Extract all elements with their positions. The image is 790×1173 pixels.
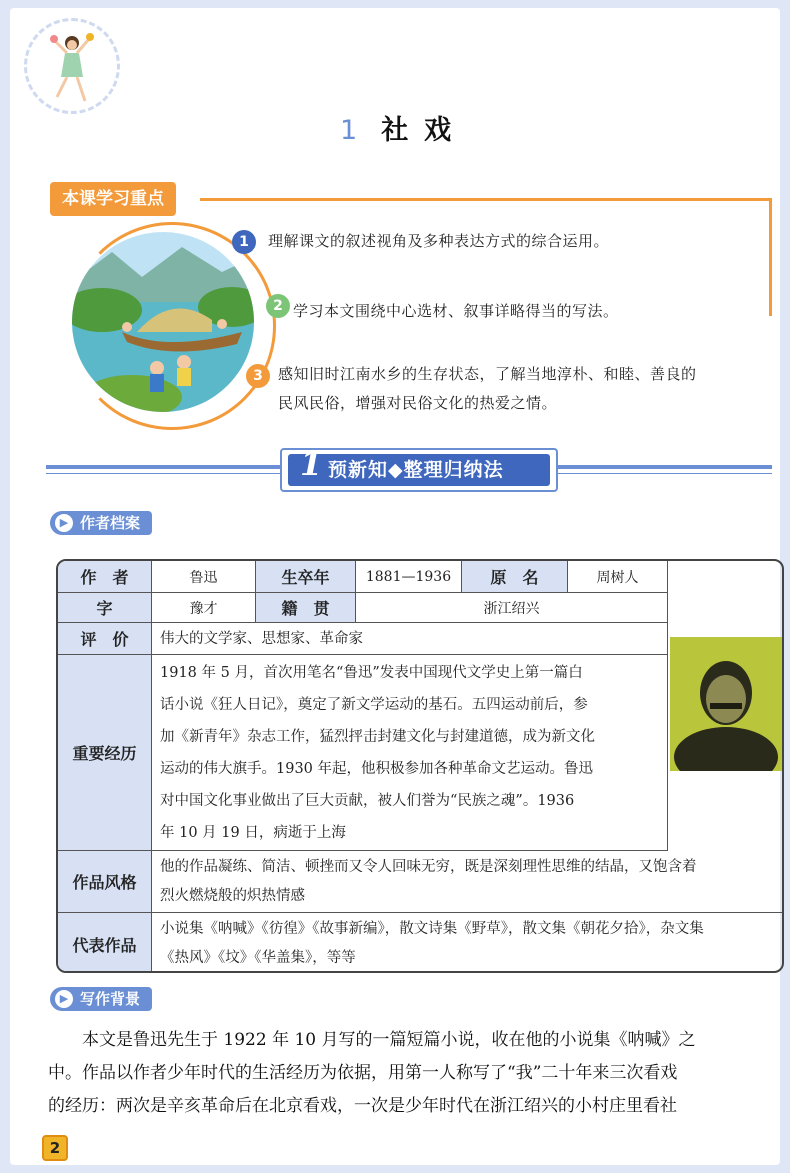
key-point-1-text: 理解课文的叙述视角及多种表达方式的综合运用。 [268,232,610,250]
writing-background-tag-label: 写作背景 [80,990,141,1008]
key-point-2-number: 2 [266,294,290,318]
label-zi: 字 [58,593,152,623]
value-style [152,851,784,913]
lesson-number: 1 [340,115,360,146]
writing-background-text [48,1024,788,1123]
works-line: 《热风》《坟》《华盖集》，等等 [160,950,356,966]
label-experience: 重要经历 [58,655,152,851]
experience-line: 运动的伟大旗手。1930 年起，他积极参加各种革命文艺运动。鲁迅 [160,761,594,777]
banner-rule-right-thin [558,473,772,474]
label-author: 作 者 [58,561,152,593]
boat-scene-illustration [72,232,254,412]
key-points-border-top [200,198,772,201]
value-author: 鲁迅 [152,561,256,593]
label-original-name: 原 名 [462,561,568,593]
value-experience [152,655,668,851]
girl-illustration [24,18,120,114]
page-number: 2 [42,1135,68,1161]
banner-rule-right [558,465,772,469]
experience-line: 1918 年 5 月，首次用笔名“鲁迅”发表中国现代文学史上第一篇白 [160,665,583,681]
value-works [152,913,784,973]
experience-line: 加《新青年》杂志工作，猛烈抨击封建文化与封建道德，成为新文化 [160,729,595,745]
key-point-1-number: 1 [232,230,256,254]
key-point-3-number: 3 [246,364,270,388]
section-banner-text: 预新知◆整理归纳法 [328,459,504,481]
background-line: 的经历：两次是辛亥革命后在北京看戏，一次是少年时代在浙江绍兴的小村庄里看社 [48,1096,677,1116]
label-works: 代表作品 [58,913,152,973]
play-icon: ▶ [55,990,73,1008]
section-banner [280,445,558,492]
author-profile-table [56,559,784,973]
works-line: 小说集《呐喊》《彷徨》《故事新编》，散文诗集《野草》，散文集《朝花夕拾》，杂文集 [160,921,704,937]
value-years: 1881—1936 [356,561,462,593]
value-zi: 豫才 [152,593,256,623]
label-years: 生卒年 [256,561,356,593]
textbook-page [10,8,780,1165]
key-point-3-text-line1: 感知旧时江南水乡的生存状态，了解当地淳朴、和睦、善良的 [278,365,697,383]
section-banner-inner [288,445,550,486]
value-original-name: 周树人 [568,561,668,593]
author-profile-tag-label: 作者档案 [80,514,141,532]
writing-background-tag [50,987,152,1011]
banner-rule-left [46,465,280,469]
author-profile-tag [50,511,152,535]
section-banner-number: 1 [300,445,324,483]
lesson-title-text: 社戏 [381,115,468,146]
key-points-border-right [769,198,772,316]
label-evaluation: 评 价 [58,623,152,655]
lu-xun-portrait [670,637,782,771]
experience-line: 年 10 月 19 日，病逝于上海 [160,825,346,841]
label-style: 作品风格 [58,851,152,913]
background-line: 中。作品以作者少年时代的生活经历为依据，用第一人称写了“我”二十年来三次看戏 [48,1063,678,1083]
key-point-2-text: 学习本文围绕中心选材、叙事详略得当的写法。 [293,302,619,320]
background-line: 本文是鲁迅先生于 1922 年 10 月写的一篇短篇小说，收在他的小说集《呐喊》之 [48,1030,696,1050]
experience-line: 对中国文化事业做出了巨大贡献，被人们誉为“民族之魂”。1936 [160,793,575,809]
style-line: 烈火燃烧般的炽热情感 [160,888,305,904]
banner-rule-left-thin [46,473,280,474]
value-evaluation: 伟大的文学家、思想家、革命家 [152,623,668,655]
key-point-3-text-line2: 民风民俗，增强对民俗文化的热爱之情。 [278,394,558,412]
experience-line: 话小说《狂人日记》，奠定了新文学运动的基石。五四运动前后，参 [160,697,588,713]
style-line: 他的作品凝练、简洁、顿挫而又令人回味无穷，既是深刻理性思维的结晶，又饱含着 [160,859,697,875]
key-points-tag: 本课学习重点 [50,182,176,216]
play-icon: ▶ [55,514,73,532]
lesson-title [340,108,467,147]
label-hometown: 籍 贯 [256,593,356,623]
value-hometown: 浙江绍兴 [356,593,668,623]
